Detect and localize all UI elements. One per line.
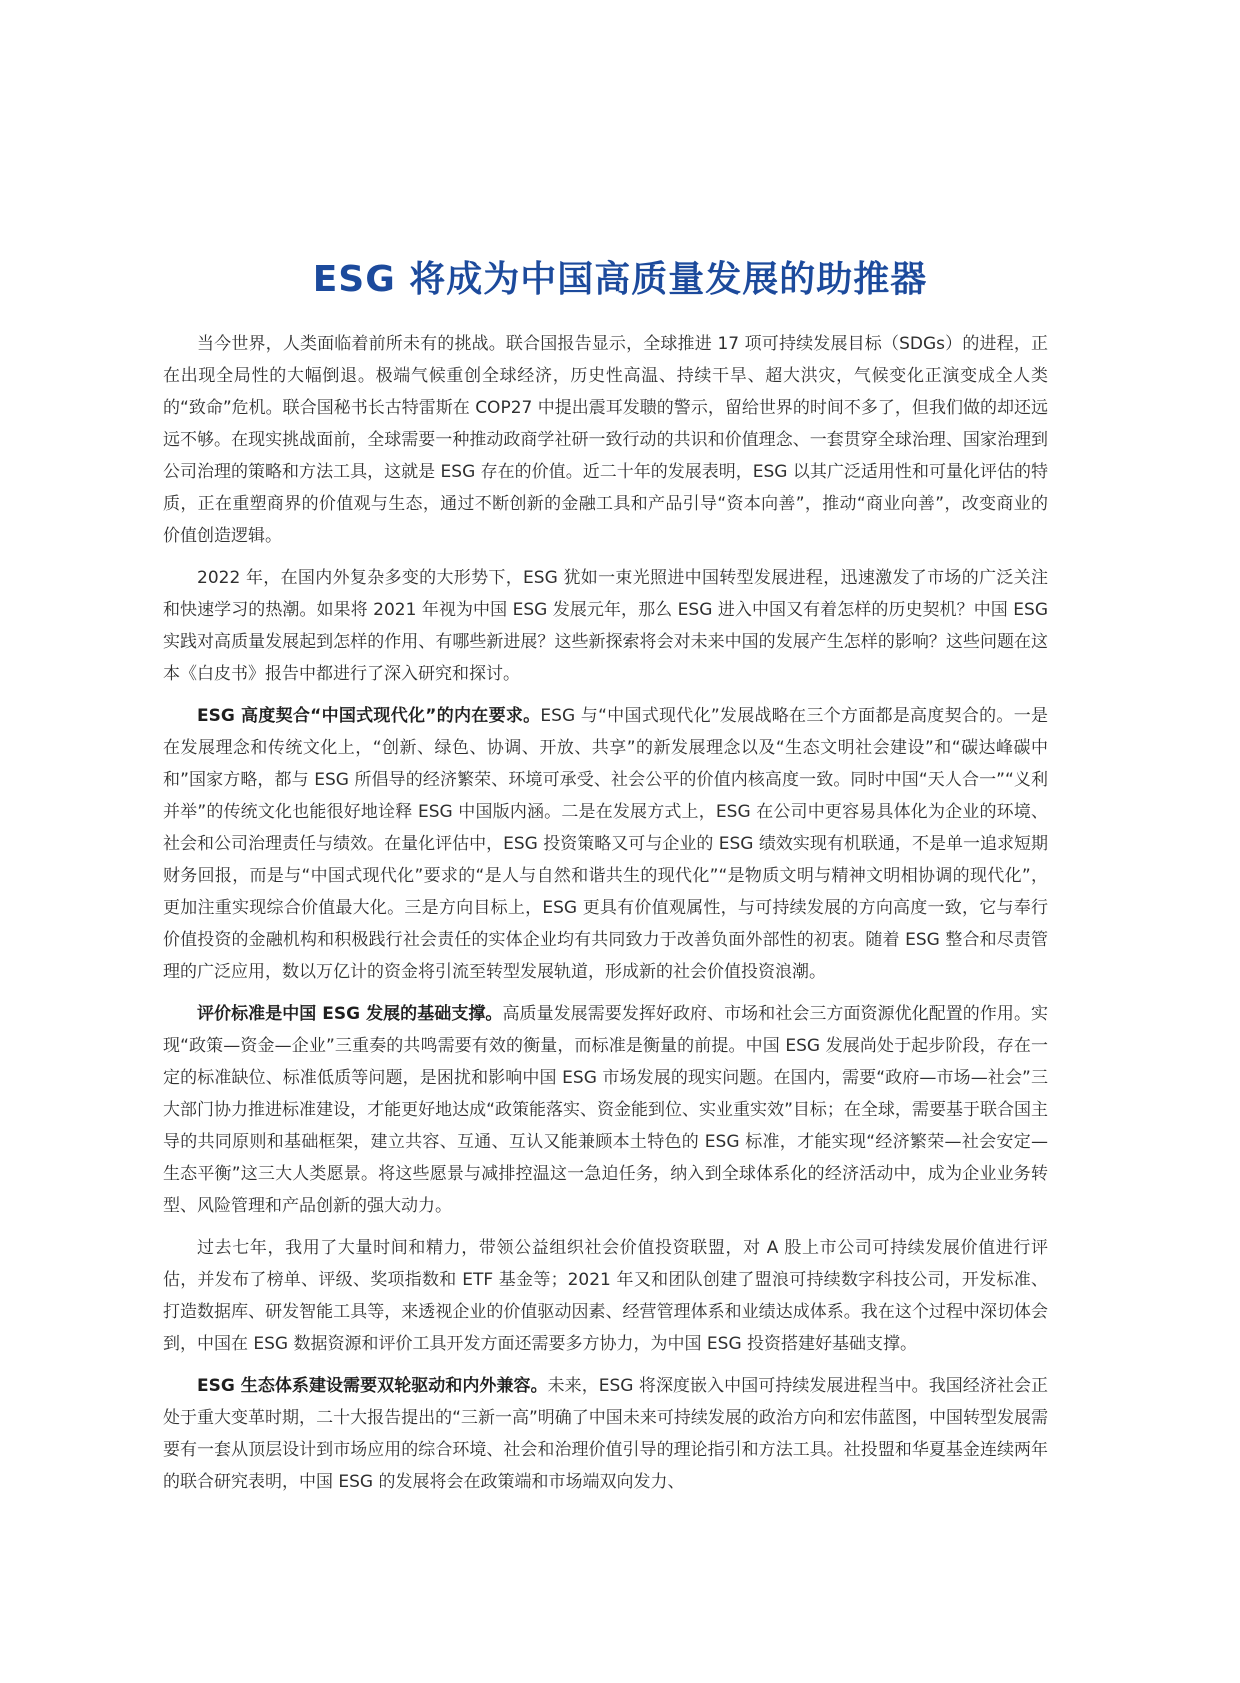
paragraph-standards xyxy=(163,998,1048,1222)
paragraph-text: 过去七年，我用了大量时间和精力，带领公益组织社会价值投资联盟，对 A 股上市公司可持续发展价值进行评估，并发布了榜单、评级、奖项指数和 ETF 基金等；2021 年又和团队创建了盟浪可持续数字科技公司，开发标准、打造数据库、研发智能工具等，来透视企业的价值驱动因素、经营管理体系和业绩达成体系。我在这个过程中深切体会到，中国在 ESG 数据资源和评价工具开发方面还需要多方协力，为中国 ESG 投资搭建好基础支撑。 xyxy=(163,1238,1048,1354)
paragraph-intro xyxy=(163,328,1048,552)
document-body xyxy=(163,328,1048,1508)
paragraph-modernization xyxy=(163,700,1048,988)
paragraph-seven-years xyxy=(163,1232,1048,1360)
paragraph-text: 未来，ESG 将深度嵌入中国可持续发展进程当中。我国经济社会正处于重大变革时期，二十大报告提出的“三新一高”明确了中国未来可持续发展的政治方向和宏伟蓝图，中国转型发展需要有一套从顶层设计到市场应用的综合环境、社会和治理价值引导的理论指引和方法工具。社投盟和华夏基金连续两年的联合研究表明，中国 ESG 的发展将会在政策端和市场端双向发力、 xyxy=(163,1376,1048,1492)
paragraph-2022 xyxy=(163,562,1048,690)
paragraph-text: ESG 与“中国式现代化”发展战略在三个方面都是高度契合的。一是在发展理念和传统文化上，“创新、绿色、协调、开放、共享”的新发展理念以及“生态文明社会建设”和“碳达峰碳中和”国家方略，都与 ESG 所倡导的经济繁荣、环境可承受、社会公平的价值内核高度一致。同时中国“天人合一”“义利并举”的传统文化也能很好地诠释 ESG 中国版内涵。二是在发展方式上，ESG 在公司中更容易具体化为企业的环境、社会和公司治理责任与绩效。在量化评估中，ESG 投资策略又可与企业的 ESG 绩效实现有机联通，不是单一追求短期财务回报，而是与“中国式现代化”要求的“是人与自然和谐共生的现代化”“是物质文明与精神文明相协调的现代化”，更加注重实现综合价值最大化。三是方向目标上，ESG 更具有价值观属性，与可持续发展的方向高度一致，它与奉行价值投资的金融机构和积极践行社会责任的实体企业均有共同致力于改善负面外部性的初衷。随着 ESG 整合和尽责管理的广泛应用，数以万亿计的资金将引流至转型发展轨道，形成新的社会价值投资浪潮。 xyxy=(163,706,1048,982)
document-title: ESG 将成为中国高质量发展的助推器 xyxy=(312,259,928,301)
paragraph-ecosystem xyxy=(163,1370,1048,1498)
paragraph-text: 高质量发展需要发挥好政府、市场和社会三方面资源优化配置的作用。实现“政策—资金—企业”三重奏的共鸣需要有效的衡量，而标准是衡量的前提。中国 ESG 发展尚处于起步阶段，存在一定的标准缺位、标准低质等问题，是困扰和影响中国 ESG 市场发展的现实问题。在国内，需要“政府—市场—社会”三大部门协力推进标准建设，才能更好地达成“政策能落实、资金能到位、实业重实效”目标；在全球，需要基于联合国主导的共同原则和基础框架，建立共容、互通、互认又能兼顾本土特色的 ESG 标准，才能实现“经济繁荣—社会安定—生态平衡”这三大人类愿景。将这些愿景与减排控温这一急迫任务，纳入到全球体系化的经济活动中，成为企业业务转型、风险管理和产品创新的强大动力。 xyxy=(163,1004,1048,1216)
paragraph-lead: ESG 高度契合“中国式现代化”的内在要求。 xyxy=(197,706,541,726)
paragraph-lead: ESG 生态体系建设需要双轮驱动和内外兼容。 xyxy=(197,1376,548,1396)
paragraph-text: 当今世界，人类面临着前所未有的挑战。联合国报告显示，全球推进 17 项可持续发展目标（SDGs）的进程，正在出现全局性的大幅倒退。极端气候重创全球经济，历史性高温、持续干旱、超大洪灾，气候变化正演变成全人类的“致命”危机。联合国秘书长古特雷斯在 COP27 中提出震耳发聩的警示，留给世界的时间不多了，但我们做的却还远远不够。在现实挑战面前，全球需要一种推动政商学社研一致行动的共识和价值理念、一套贯穿全球治理、国家治理到公司治理的策略和方法工具，这就是 ESG 存在的价值。近二十年的发展表明，ESG 以其广泛适用性和可量化评估的特质，正在重塑商界的价值观与生态，通过不断创新的金融工具和产品引导“资本向善”，推动“商业向善”，改变商业的价值创造逻辑。 xyxy=(163,334,1048,546)
paragraph-text: 2022 年，在国内外复杂多变的大形势下，ESG 犹如一束光照进中国转型发展进程，迅速激发了市场的广泛关注和快速学习的热潮。如果将 2021 年视为中国 ESG 发展元年，那么 ESG 进入中国又有着怎样的历史契机？中国 ESG 实践对高质量发展起到怎样的作用、有哪些新进展？这些新探索将会对未来中国的发展产生怎样的影响？这些问题在这本《白皮书》报告中都进行了深入研究和探讨。 xyxy=(163,568,1048,684)
paragraph-lead: 评价标准是中国 ESG 发展的基础支撑。 xyxy=(197,1004,503,1024)
